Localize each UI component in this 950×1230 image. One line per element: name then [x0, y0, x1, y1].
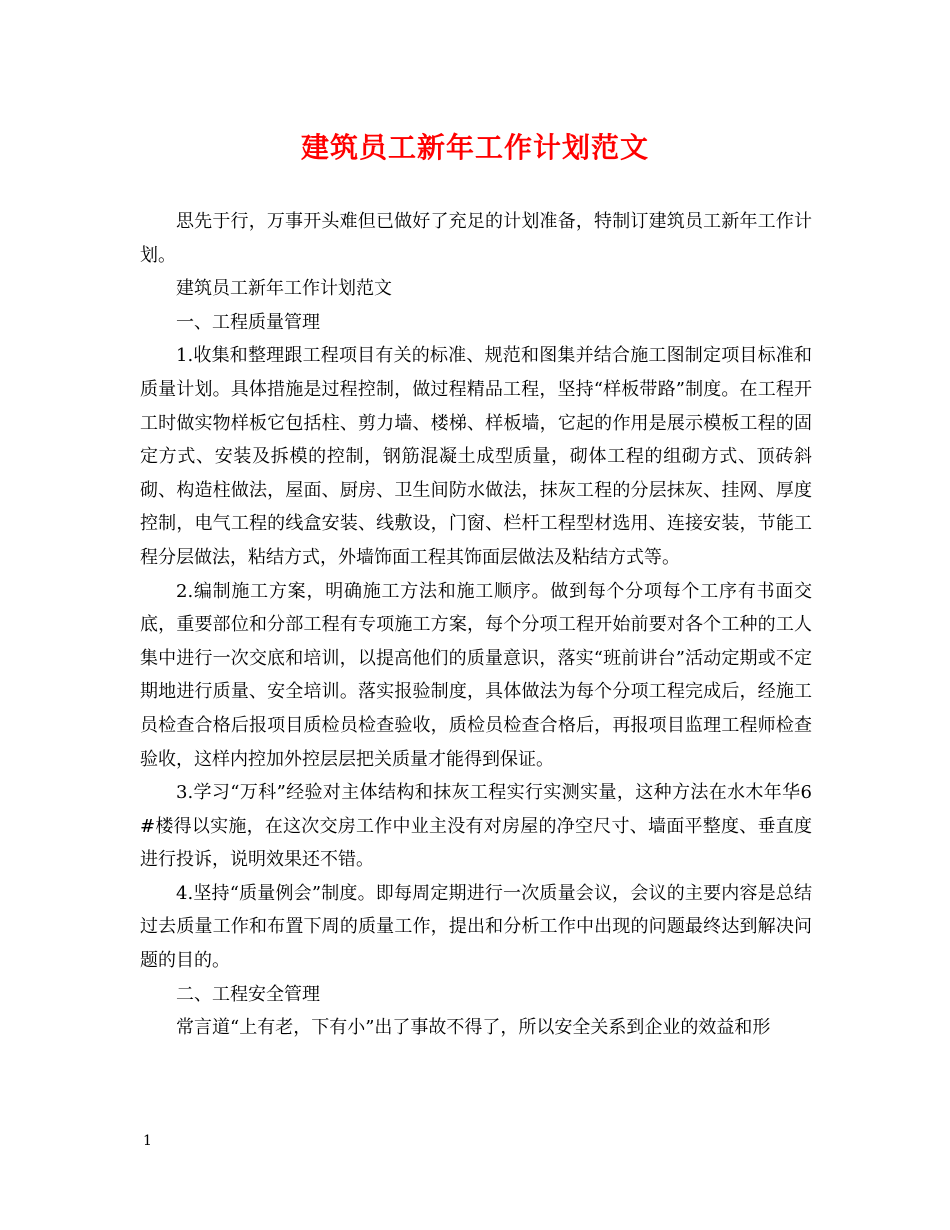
section-heading-safety: 二、工程安全管理 [176, 983, 320, 1005]
page-number: 1 [143, 1133, 152, 1149]
document-body [140, 205, 812, 1045]
quality-item-1: 1.收集和整理跟工程项目有关的标准、规范和图集并结合施工图制定项目标准和质量计划。具体措施是过程控制，做过程精品工程，坚持“样板带路”制度。在工程开工时做实物样板它包括柱、剪力墙、楼梯、样板墙，它起的作用是展示模板工程的固定方式、安装及拆模的控制，钢筋混凝土成型质量，砌体工程的组砌方式、顶砖斜砌、构造柱做法，屋面、厨房、卫生间防水做法，抹灰工程的分层抹灰、挂网、厚度控制，电气工程的线盒安装、线敷设，门窗、栏杆工程型材选用、连接安装，节能工程分层做法，粘结方式，外墙饰面工程其饰面层做法及粘结方式等。 [140, 345, 812, 568]
intro-paragraph: 思先于行，万事开头难但已做好了充足的计划准备，特制订建筑员工新年工作计划。 [140, 211, 812, 266]
section-heading-quality: 一、工程质量管理 [176, 311, 320, 333]
quality-item-4: 4.坚持“质量例会”制度。即每周定期进行一次质量会议，会议的主要内容是总结过去质量工作和布置下周的质量工作，提出和分析工作中出现的问题最终达到解决问题的目的。 [140, 882, 812, 972]
subtitle-paragraph: 建筑员工新年工作计划范文 [176, 278, 392, 300]
quality-item-2: 2.编制施工方案，明确施工方法和施工顺序。做到每个分项每个工序有书面交底，重要部位和分部工程有专项施工方案，每个分项工程开始前要对各个工种的工人集中进行一次交底和培训，以提高他们的质量意识，落实“班前讲台”活动定期或不定期地进行质量、安全培训。落实报验制度，具体做法为每个分项工程完成后，经施工员检查合格后报项目质检员检查验收，质检员检查合格后，再报项目监理工程师检查验收，这样内控加外控层层把关质量才能得到保证。 [140, 580, 812, 770]
quality-item-3: 3.学习“万科”经验对主体结构和抹灰工程实行实测实量，这种方法在水木年华6#楼得以实施，在这次交房工作中业主没有对房屋的净空尺寸、墙面平整度、垂直度进行投诉，说明效果还不错。 [140, 782, 812, 871]
page-title: 建筑员工新年工作计划范文 [300, 131, 649, 164]
safety-paragraph: 常言道“上有老，下有小”出了事故不得了，所以安全关系到企业的效益和形 [176, 1017, 771, 1039]
